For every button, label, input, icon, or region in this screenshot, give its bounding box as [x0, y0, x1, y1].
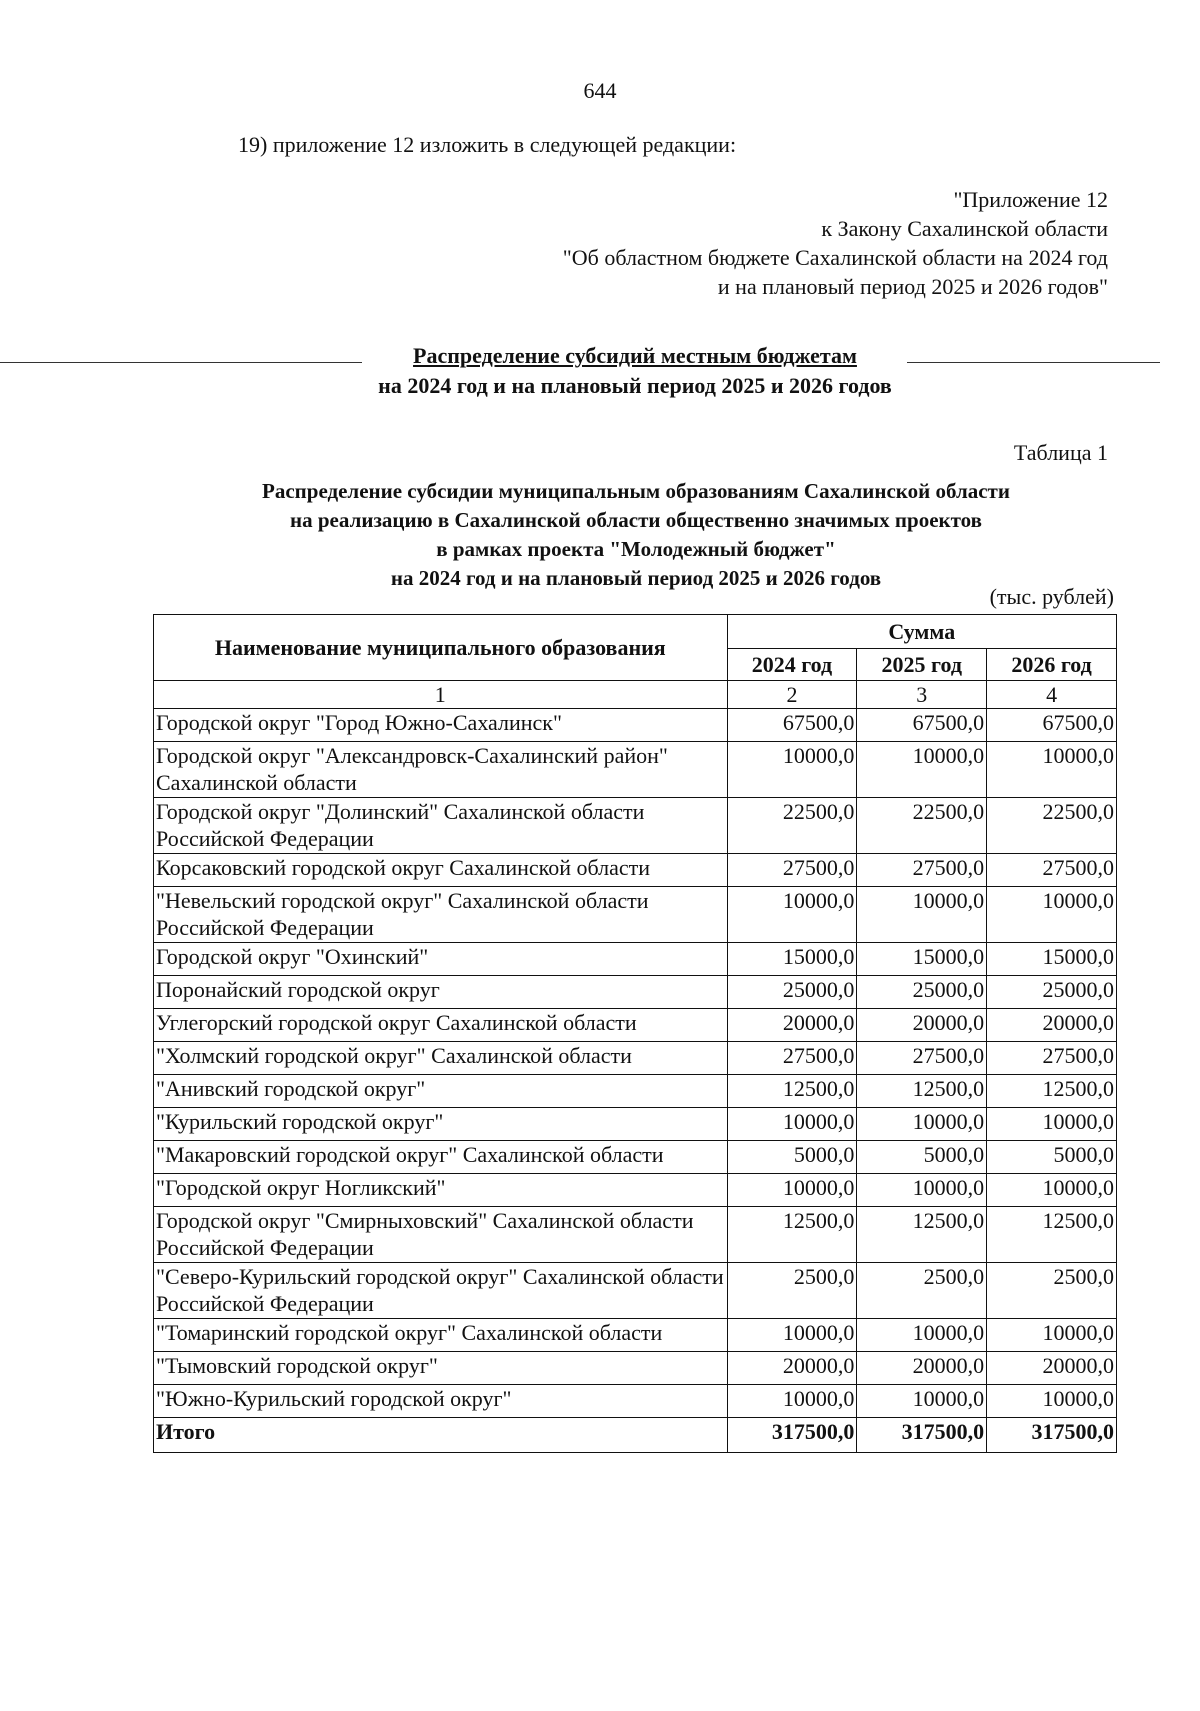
value-2024: 10000,0	[727, 1385, 857, 1418]
value-2024: 10000,0	[727, 887, 857, 943]
value-2024: 20000,0	[727, 1352, 857, 1385]
municipality-name: "Холмский городской округ" Сахалинской области	[154, 1042, 728, 1075]
header-year-2024: 2024 год	[727, 649, 857, 681]
column-index: 3	[857, 681, 987, 709]
table-row	[154, 1108, 1117, 1141]
value-2025: 10000,0	[857, 887, 987, 943]
total-label: Итого	[154, 1418, 728, 1453]
value-2026: 27500,0	[987, 854, 1117, 887]
municipality-name: Углегорский городской округ Сахалинской области	[154, 1009, 728, 1042]
total-2025: 317500,0	[857, 1418, 987, 1453]
value-2026: 20000,0	[987, 1009, 1117, 1042]
value-2026: 67500,0	[987, 709, 1117, 742]
value-2024: 27500,0	[727, 854, 857, 887]
value-2024: 15000,0	[727, 943, 857, 976]
value-2024: 2500,0	[727, 1263, 857, 1319]
municipality-name: "Городской округ Ногликский"	[154, 1174, 728, 1207]
table-row	[154, 1352, 1117, 1385]
value-2026: 15000,0	[987, 943, 1117, 976]
value-2025: 22500,0	[857, 798, 987, 854]
municipality-name: "Анивский городской округ"	[154, 1075, 728, 1108]
value-2024: 10000,0	[727, 1174, 857, 1207]
value-2025: 10000,0	[857, 1108, 987, 1141]
header-name: Наименование муниципального образования	[154, 615, 728, 681]
table-title-line: на реализацию в Сахалинской области общественно значимых проектов	[290, 508, 982, 532]
appendix-line: "Об областном бюджете Сахалинской области на 2024 год	[562, 245, 1108, 270]
municipality-name: "Томаринский городской округ" Сахалинской области	[154, 1319, 728, 1352]
municipality-name: "Курильский городской округ"	[154, 1108, 728, 1141]
table-title-line: на 2024 год и на плановый период 2025 и 2026 годов	[390, 566, 882, 590]
value-2026: 2500,0	[987, 1263, 1117, 1319]
value-2024: 10000,0	[727, 742, 857, 798]
municipality-name: Городской округ "Александровск-Сахалинский район" Сахалинской области	[154, 742, 728, 798]
value-2026: 10000,0	[987, 1174, 1117, 1207]
table-row	[154, 943, 1117, 976]
value-2025: 27500,0	[857, 854, 987, 887]
value-2025: 10000,0	[857, 1319, 987, 1352]
value-2026: 10000,0	[987, 1108, 1117, 1141]
table-number: Таблица 1	[1013, 440, 1108, 465]
value-2026: 22500,0	[987, 798, 1117, 854]
value-2025: 5000,0	[857, 1141, 987, 1174]
value-2024: 25000,0	[727, 976, 857, 1009]
table-body	[154, 709, 1117, 1418]
table-row	[154, 976, 1117, 1009]
table-title	[0, 477, 1200, 593]
table-row	[154, 1385, 1117, 1418]
column-index: 4	[987, 681, 1117, 709]
appendix-line: "Приложение 12	[953, 187, 1108, 212]
value-2024: 27500,0	[727, 1042, 857, 1075]
value-2025: 2500,0	[857, 1263, 987, 1319]
value-2025: 10000,0	[857, 1385, 987, 1418]
value-2025: 10000,0	[857, 742, 987, 798]
table-row	[154, 1042, 1117, 1075]
value-2025: 27500,0	[857, 1042, 987, 1075]
municipality-name: Поронайский городской округ	[154, 976, 728, 1009]
value-2024: 5000,0	[727, 1141, 857, 1174]
municipality-name: "Южно-Курильский городской округ"	[154, 1385, 728, 1418]
value-2025: 20000,0	[857, 1352, 987, 1385]
table-title-line: Распределение субсидии муниципальным образованиям Сахалинской области	[262, 479, 1010, 503]
municipality-name: Городской округ "Охинский"	[154, 943, 728, 976]
municipality-name: "Северо-Курильский городской округ" Сахалинской области Российской Федерации	[154, 1263, 728, 1319]
total-2024: 317500,0	[727, 1418, 857, 1453]
value-2026: 10000,0	[987, 1385, 1117, 1418]
value-2026: 12500,0	[987, 1075, 1117, 1108]
header-sum: Сумма	[727, 615, 1116, 649]
units-label: (тыс. рублей)	[989, 584, 1114, 609]
subsidy-table	[153, 614, 1117, 1453]
page-number: 644	[583, 78, 617, 103]
table-title-line: в рамках проекта "Молодежный бюджет"	[436, 537, 836, 561]
value-2024: 10000,0	[727, 1319, 857, 1352]
value-2024: 22500,0	[727, 798, 857, 854]
value-2024: 12500,0	[727, 1075, 857, 1108]
municipality-name: "Тымовский городской округ"	[154, 1352, 728, 1385]
value-2025: 15000,0	[857, 943, 987, 976]
header-year-2026: 2026 год	[987, 649, 1117, 681]
value-2025: 12500,0	[857, 1207, 987, 1263]
value-2024: 67500,0	[727, 709, 857, 742]
municipality-name: Корсаковский городской округ Сахалинской области	[154, 854, 728, 887]
value-2024: 10000,0	[727, 1108, 857, 1141]
municipality-name: Городской округ "Долинский" Сахалинской области Российской Федерации	[154, 798, 728, 854]
section-subtitle: на 2024 год и на плановый период 2025 и 2026 годов	[378, 373, 892, 398]
value-2025: 12500,0	[857, 1075, 987, 1108]
table-row	[154, 887, 1117, 943]
value-2026: 10000,0	[987, 742, 1117, 798]
header-year-2025: 2025 год	[857, 649, 987, 681]
table-row	[154, 1263, 1117, 1319]
municipality-name: Городской округ "Смирныховский" Сахалинской области Российской Федерации	[154, 1207, 728, 1263]
total-row	[154, 1418, 1117, 1453]
table-row	[154, 1075, 1117, 1108]
value-2025: 25000,0	[857, 976, 987, 1009]
municipality-name: "Макаровский городской округ" Сахалинской области	[154, 1141, 728, 1174]
value-2024: 20000,0	[727, 1009, 857, 1042]
intro-paragraph: 19) приложение 12 изложить в следующей редакции:	[238, 132, 737, 157]
table-row	[154, 1207, 1117, 1263]
appendix-line: к Закону Сахалинской области	[821, 216, 1108, 241]
value-2025: 10000,0	[857, 1174, 987, 1207]
value-2026: 10000,0	[987, 1319, 1117, 1352]
table-row	[154, 709, 1117, 742]
value-2026: 12500,0	[987, 1207, 1117, 1263]
table-row	[154, 1174, 1117, 1207]
municipality-name: Городской округ "Город Южно-Сахалинск"	[154, 709, 728, 742]
table-row	[154, 1319, 1117, 1352]
value-2026: 27500,0	[987, 1042, 1117, 1075]
value-2026: 10000,0	[987, 887, 1117, 943]
total-2026: 317500,0	[987, 1418, 1117, 1453]
section-title: Распределение субсидий местным бюджетам	[413, 343, 857, 368]
municipality-name: "Невельский городской округ" Сахалинской области Российской Федерации	[154, 887, 728, 943]
value-2025: 67500,0	[857, 709, 987, 742]
appendix-header	[563, 185, 1108, 301]
table-row	[154, 742, 1117, 798]
value-2026: 25000,0	[987, 976, 1117, 1009]
table-row	[154, 854, 1117, 887]
value-2026: 20000,0	[987, 1352, 1117, 1385]
column-index: 2	[727, 681, 857, 709]
value-2024: 12500,0	[727, 1207, 857, 1263]
table-row	[154, 1141, 1117, 1174]
value-2025: 20000,0	[857, 1009, 987, 1042]
value-2026: 5000,0	[987, 1141, 1117, 1174]
table-row	[154, 798, 1117, 854]
column-index: 1	[154, 681, 728, 709]
table-row	[154, 1009, 1117, 1042]
appendix-line: и на плановый период 2025 и 2026 годов"	[717, 274, 1108, 299]
